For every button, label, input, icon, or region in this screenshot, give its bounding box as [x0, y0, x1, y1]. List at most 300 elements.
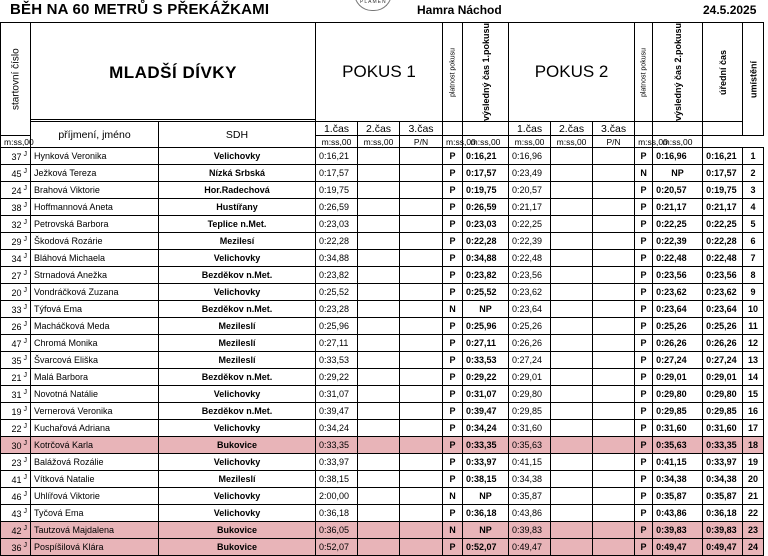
attempt1-time3	[400, 505, 443, 522]
attempt1-result: 0:34,24	[463, 420, 509, 437]
table-row	[1, 165, 764, 182]
placement: 10	[743, 301, 764, 318]
competitor-name: Uhlířová Viktorie	[31, 488, 159, 505]
table-row	[1, 420, 764, 437]
attempt1-time2	[358, 267, 400, 284]
attempt1-time2	[358, 199, 400, 216]
attempt2-time3	[593, 420, 635, 437]
start-number: 37 $^J$	[1, 148, 31, 165]
attempt2-result: 0:43,86	[653, 505, 703, 522]
header-time-2b: 2.čas	[551, 122, 593, 136]
attempt2-time1: 0:39,83	[509, 522, 551, 539]
attempt2-time3	[593, 386, 635, 403]
placement: 1	[743, 148, 764, 165]
competitor-name: Hynková Veronika	[31, 148, 159, 165]
attempt2-result: 0:29,01	[653, 369, 703, 386]
attempt2-time2	[551, 335, 593, 352]
placement: 17	[743, 420, 764, 437]
header-format-2: m:ss,00	[358, 136, 400, 148]
attempt1-validity: P	[443, 539, 463, 556]
header-format-5: m:ss,00	[463, 136, 509, 148]
header-time-1b: 1.čas	[509, 122, 551, 136]
header-validity-2: platnost pokusu	[635, 23, 653, 122]
header-format-10: m:ss,00	[653, 136, 703, 148]
attempt1-time2	[358, 454, 400, 471]
attempt2-validity: P	[635, 335, 653, 352]
sdh-name: Velichovky	[159, 454, 316, 471]
attempt2-validity: P	[635, 318, 653, 335]
sdh-name: Bukovice	[159, 437, 316, 454]
official-time: 0:36,18	[703, 505, 743, 522]
table-row	[1, 522, 764, 539]
header-validity-2-blank	[635, 122, 653, 136]
attempt1-time3	[400, 199, 443, 216]
official-time: 0:22,25	[703, 216, 743, 233]
attempt2-time1: 0:34,38	[509, 471, 551, 488]
attempt1-validity: P	[443, 386, 463, 403]
attempt1-time3	[400, 454, 443, 471]
placement: 19	[743, 454, 764, 471]
start-number: 45 $^J$	[1, 165, 31, 182]
attempt1-time3	[400, 420, 443, 437]
attempt2-time2	[551, 199, 593, 216]
attempt1-time3	[400, 335, 443, 352]
attempt2-result: 0:35,87	[653, 488, 703, 505]
start-number: 46 $^J$	[1, 488, 31, 505]
attempt1-time2	[358, 386, 400, 403]
attempt1-validity: P	[443, 352, 463, 369]
event-place: Hamra Náchod	[417, 3, 502, 17]
attempt2-result: 0:16,96	[653, 148, 703, 165]
attempt2-validity: P	[635, 352, 653, 369]
attempt1-time2	[358, 250, 400, 267]
competitor-name: Petrovská Barbora	[31, 216, 159, 233]
official-time: 0:26,26	[703, 335, 743, 352]
attempt1-validity: P	[443, 216, 463, 233]
attempt2-result: 0:21,17	[653, 199, 703, 216]
attempt2-time1: 0:27,24	[509, 352, 551, 369]
attempt2-validity: P	[635, 454, 653, 471]
attempt2-time1: 0:21,17	[509, 199, 551, 216]
sdh-name: Mezileslí	[159, 471, 316, 488]
attempt1-time1: 0:23,28	[316, 301, 358, 318]
header-format-8: P/N	[593, 136, 635, 148]
sdh-name: Bukovice	[159, 522, 316, 539]
attempt1-time2	[358, 233, 400, 250]
official-time: 0:25,26	[703, 318, 743, 335]
attempt2-time1: 0:23,56	[509, 267, 551, 284]
attempt1-result: NP	[463, 488, 509, 505]
attempt2-validity: P	[635, 369, 653, 386]
attempt2-time3	[593, 199, 635, 216]
attempt2-validity: P	[635, 199, 653, 216]
attempt2-time1: 0:20,57	[509, 182, 551, 199]
attempt2-time2	[551, 505, 593, 522]
attempt2-result: 0:29,85	[653, 403, 703, 420]
header-result-1-blank	[463, 122, 509, 136]
attempt1-time2	[358, 369, 400, 386]
attempt2-result: 0:31,60	[653, 420, 703, 437]
attempt2-result: 0:20,57	[653, 182, 703, 199]
header-official-time: úřední čas	[703, 23, 743, 122]
placement: 3	[743, 182, 764, 199]
attempt2-result: 0:35,63	[653, 437, 703, 454]
table-row	[1, 267, 764, 284]
sdh-name: Velichovky	[159, 386, 316, 403]
attempt1-time1: 0:29,22	[316, 369, 358, 386]
table-row	[1, 148, 764, 165]
attempt2-time3	[593, 505, 635, 522]
attempt2-validity: P	[635, 488, 653, 505]
attempt2-validity: P	[635, 403, 653, 420]
attempt2-time3	[593, 403, 635, 420]
attempt1-time3	[400, 471, 443, 488]
start-number: 43 $^J$	[1, 505, 31, 522]
header-format-9: m:ss,00	[635, 136, 653, 148]
attempt2-time3	[593, 454, 635, 471]
sdh-name: Velichovky	[159, 148, 316, 165]
attempt2-time3	[593, 335, 635, 352]
attempt1-time3	[400, 148, 443, 165]
attempt1-time3	[400, 284, 443, 301]
attempt1-time2	[358, 522, 400, 539]
placement: 24	[743, 539, 764, 556]
competitor-name: Malá Barbora	[31, 369, 159, 386]
official-time: 0:39,83	[703, 522, 743, 539]
table-row	[1, 471, 764, 488]
start-number: 32 $^J$	[1, 216, 31, 233]
competitor-name: Kotrčová Karla	[31, 437, 159, 454]
start-number: 22 $^J$	[1, 420, 31, 437]
placement: 8	[743, 267, 764, 284]
category-title: MLADŠÍ DÍVKY	[31, 23, 316, 120]
official-time: 0:17,57	[703, 165, 743, 182]
table-row	[1, 437, 764, 454]
attempt2-validity: P	[635, 437, 653, 454]
attempt1-validity: P	[443, 471, 463, 488]
attempt2-result: 0:25,26	[653, 318, 703, 335]
attempt2-result: 0:27,24	[653, 352, 703, 369]
attempt2-time2	[551, 301, 593, 318]
attempt1-time3	[400, 403, 443, 420]
attempt1-time1: 0:36,18	[316, 505, 358, 522]
attempt1-result: 0:36,18	[463, 505, 509, 522]
attempt2-time1: 0:23,49	[509, 165, 551, 182]
attempt1-result: 0:52,07	[463, 539, 509, 556]
attempt2-validity: N	[635, 165, 653, 182]
sdh-name: Mezileslí	[159, 352, 316, 369]
header-format-1: m:ss,00	[316, 136, 358, 148]
attempt2-time1: 0:49,47	[509, 539, 551, 556]
attempt2-validity: P	[635, 148, 653, 165]
table-row	[1, 505, 764, 522]
attempt2-time3	[593, 267, 635, 284]
official-time: 0:19,75	[703, 182, 743, 199]
attempt2-time2	[551, 284, 593, 301]
attempt2-validity: P	[635, 250, 653, 267]
competitor-name: Tautzová Majdalena	[31, 522, 159, 539]
attempt1-time2	[358, 182, 400, 199]
sdh-name: Velichovky	[159, 250, 316, 267]
attempt2-time2	[551, 267, 593, 284]
attempt1-validity: P	[443, 148, 463, 165]
table-row	[1, 403, 764, 420]
header-attempt-2: POKUS 2	[509, 23, 635, 122]
start-number: 20 $^J$	[1, 284, 31, 301]
attempt1-validity: P	[443, 403, 463, 420]
attempt2-result: 0:41,15	[653, 454, 703, 471]
start-number: 34 $^J$	[1, 250, 31, 267]
start-number: 42 $^J$	[1, 522, 31, 539]
attempt1-time1: 0:19,75	[316, 182, 358, 199]
attempt2-result: 0:22,25	[653, 216, 703, 233]
table-row	[1, 182, 764, 199]
official-time: 0:27,24	[703, 352, 743, 369]
competitor-name: Vondráčková Zuzana	[31, 284, 159, 301]
header-time-1: 1.čas	[316, 122, 358, 136]
table-row	[1, 250, 764, 267]
start-number: 24 $^J$	[1, 182, 31, 199]
attempt1-result: 0:19,75	[463, 182, 509, 199]
attempt1-time1: 0:33,53	[316, 352, 358, 369]
competitor-name: Bláhová Michaela	[31, 250, 159, 267]
attempt2-time2	[551, 437, 593, 454]
sheet-header	[0, 0, 768, 20]
header-format-3: P/N	[400, 136, 443, 148]
attempt1-time2	[358, 148, 400, 165]
attempt2-result: 0:22,39	[653, 233, 703, 250]
attempt2-time3	[593, 148, 635, 165]
attempt2-time1: 0:23,62	[509, 284, 551, 301]
table-row	[1, 488, 764, 505]
sdh-name: Bezděkov n.Met.	[159, 403, 316, 420]
attempt2-validity: P	[635, 182, 653, 199]
attempt1-result: 0:33,53	[463, 352, 509, 369]
attempt2-time3	[593, 318, 635, 335]
official-time: 0:16,21	[703, 148, 743, 165]
start-number: 27 $^J$	[1, 267, 31, 284]
competitor-name: Ježková Tereza	[31, 165, 159, 182]
attempt2-time2	[551, 539, 593, 556]
attempt1-result: 0:26,59	[463, 199, 509, 216]
sdh-name: Velichovky	[159, 505, 316, 522]
attempt2-validity: P	[635, 216, 653, 233]
attempt1-time2	[358, 539, 400, 556]
sdh-name: Mezileslí	[159, 318, 316, 335]
attempt1-result: NP	[463, 301, 509, 318]
start-number: 29 $^J$	[1, 233, 31, 250]
attempt1-validity: P	[443, 437, 463, 454]
attempt1-validity: P	[443, 284, 463, 301]
attempt2-result: NP	[653, 165, 703, 182]
attempt2-time2	[551, 233, 593, 250]
attempt1-time2	[358, 318, 400, 335]
attempt1-time3	[400, 182, 443, 199]
competitor-name: Kuchařová Adriana	[31, 420, 159, 437]
start-number: 26 $^J$	[1, 318, 31, 335]
attempt1-validity: N	[443, 301, 463, 318]
start-number: 38 $^J$	[1, 199, 31, 216]
official-time: 0:31,60	[703, 420, 743, 437]
attempt2-time3	[593, 284, 635, 301]
sdh-name: Velichovky	[159, 420, 316, 437]
attempt2-time1: 0:41,15	[509, 454, 551, 471]
competitor-name: Balážová Rozálie	[31, 454, 159, 471]
attempt1-time2	[358, 301, 400, 318]
attempt1-validity: P	[443, 505, 463, 522]
sdh-name: Bezděkov n.Met.	[159, 301, 316, 318]
attempt2-time2	[551, 352, 593, 369]
official-time: 0:35,87	[703, 488, 743, 505]
attempt1-time3	[400, 437, 443, 454]
attempt1-time3	[400, 522, 443, 539]
attempt1-time1: 0:27,11	[316, 335, 358, 352]
attempt1-result: 0:39,47	[463, 403, 509, 420]
start-number: 30 $^J$	[1, 437, 31, 454]
official-time: 0:33,97	[703, 454, 743, 471]
attempt1-time3	[400, 488, 443, 505]
attempt1-result: 0:25,96	[463, 318, 509, 335]
attempt2-time1: 0:26,26	[509, 335, 551, 352]
placement: 23	[743, 522, 764, 539]
attempt1-time2	[358, 505, 400, 522]
attempt1-result: 0:33,97	[463, 454, 509, 471]
placement: 4	[743, 199, 764, 216]
attempt2-time2	[551, 403, 593, 420]
attempt1-time1: 0:34,24	[316, 420, 358, 437]
sdh-name: Mezileslí	[159, 335, 316, 352]
competitor-name: Vernerová Veronika	[31, 403, 159, 420]
logo: PLAMEN	[354, 0, 392, 11]
table-row	[1, 199, 764, 216]
header-attempt-1: POKUS 1	[316, 23, 443, 122]
attempt2-time2	[551, 216, 593, 233]
attempt1-time1: 0:39,47	[316, 403, 358, 420]
competitor-name: Tyčová Ema	[31, 505, 159, 522]
attempt2-time3	[593, 437, 635, 454]
placement: 22	[743, 505, 764, 522]
attempt2-validity: P	[635, 284, 653, 301]
attempt1-validity: N	[443, 488, 463, 505]
header-time-2: 2.čas	[358, 122, 400, 136]
table-row	[1, 454, 764, 471]
attempt2-time1: 0:35,87	[509, 488, 551, 505]
official-time: 0:33,35	[703, 437, 743, 454]
attempt1-time2	[358, 335, 400, 352]
attempt1-time1: 0:36,05	[316, 522, 358, 539]
placement: 14	[743, 369, 764, 386]
placement: 6	[743, 233, 764, 250]
official-time: 0:29,85	[703, 403, 743, 420]
attempt2-validity: P	[635, 539, 653, 556]
attempt2-time2	[551, 165, 593, 182]
attempt1-time3	[400, 216, 443, 233]
official-time: 0:22,28	[703, 233, 743, 250]
attempt1-validity: P	[443, 335, 463, 352]
attempt2-validity: P	[635, 301, 653, 318]
table-row	[1, 233, 764, 250]
attempt2-result: 0:22,48	[653, 250, 703, 267]
attempt2-time2	[551, 148, 593, 165]
sdh-name: Teplice n.Met.	[159, 216, 316, 233]
placement: 13	[743, 352, 764, 369]
attempt2-time3	[593, 352, 635, 369]
sdh-name: Bezděkov n.Met.	[159, 369, 316, 386]
attempt2-time3	[593, 369, 635, 386]
page-title: BĚH NA 60 METRŮ S PŘEKÁŽKAMI	[10, 1, 270, 18]
attempt1-validity: P	[443, 182, 463, 199]
placement: 21	[743, 488, 764, 505]
header-result-1: výsledný čas 1.pokusu	[463, 23, 509, 122]
event-date: 24.5.2025	[703, 3, 757, 17]
attempt2-result: 0:26,26	[653, 335, 703, 352]
attempt1-time1: 0:26,59	[316, 199, 358, 216]
attempt2-time1: 0:22,25	[509, 216, 551, 233]
attempt1-time3	[400, 539, 443, 556]
competitor-name: Vítková Natalie	[31, 471, 159, 488]
placement: 5	[743, 216, 764, 233]
header-official-blank	[703, 122, 743, 136]
attempt2-time2	[551, 386, 593, 403]
attempt2-time1: 0:29,80	[509, 386, 551, 403]
attempt1-time2	[358, 471, 400, 488]
official-time: 0:23,62	[703, 284, 743, 301]
attempt1-time1: 0:52,07	[316, 539, 358, 556]
attempt2-time1: 0:16,96	[509, 148, 551, 165]
attempt1-validity: P	[443, 318, 463, 335]
sdh-name: Velichovky	[159, 284, 316, 301]
table-row	[1, 335, 764, 352]
attempt1-validity: P	[443, 165, 463, 182]
attempt2-time3	[593, 165, 635, 182]
attempt1-time1: 2:00,00	[316, 488, 358, 505]
attempt1-time3	[400, 301, 443, 318]
table-row	[1, 318, 764, 335]
attempt1-result: 0:16,21	[463, 148, 509, 165]
attempt1-time1: 0:17,57	[316, 165, 358, 182]
header-validity-1-blank	[443, 122, 463, 136]
attempt1-time1: 0:23,03	[316, 216, 358, 233]
official-time: 0:34,38	[703, 471, 743, 488]
attempt2-time1: 0:29,01	[509, 369, 551, 386]
header-format-0: m:ss,00	[1, 136, 31, 148]
attempt2-result: 0:23,62	[653, 284, 703, 301]
start-number: 23 $^J$	[1, 454, 31, 471]
attempt1-validity: P	[443, 369, 463, 386]
attempt1-time2	[358, 437, 400, 454]
attempt2-result: 0:49,47	[653, 539, 703, 556]
attempt1-validity: P	[443, 420, 463, 437]
header-validity-1: platnost pokusu	[443, 23, 463, 122]
attempt1-time1: 0:16,21	[316, 148, 358, 165]
results-table	[0, 22, 764, 556]
attempt1-validity: P	[443, 267, 463, 284]
header-name: příjmení, jméno	[31, 122, 159, 148]
attempt2-time1: 0:23,64	[509, 301, 551, 318]
placement: 18	[743, 437, 764, 454]
attempt1-time3	[400, 233, 443, 250]
header-result-2: výsledný čas 2.pokusu	[653, 23, 703, 122]
sdh-name: Mezilesí	[159, 233, 316, 250]
placement: 12	[743, 335, 764, 352]
attempt1-time3	[400, 386, 443, 403]
attempt2-time2	[551, 522, 593, 539]
table-row	[1, 369, 764, 386]
attempt2-time3	[593, 250, 635, 267]
attempt1-result: NP	[463, 522, 509, 539]
attempt1-time2	[358, 216, 400, 233]
table-row	[1, 216, 764, 233]
